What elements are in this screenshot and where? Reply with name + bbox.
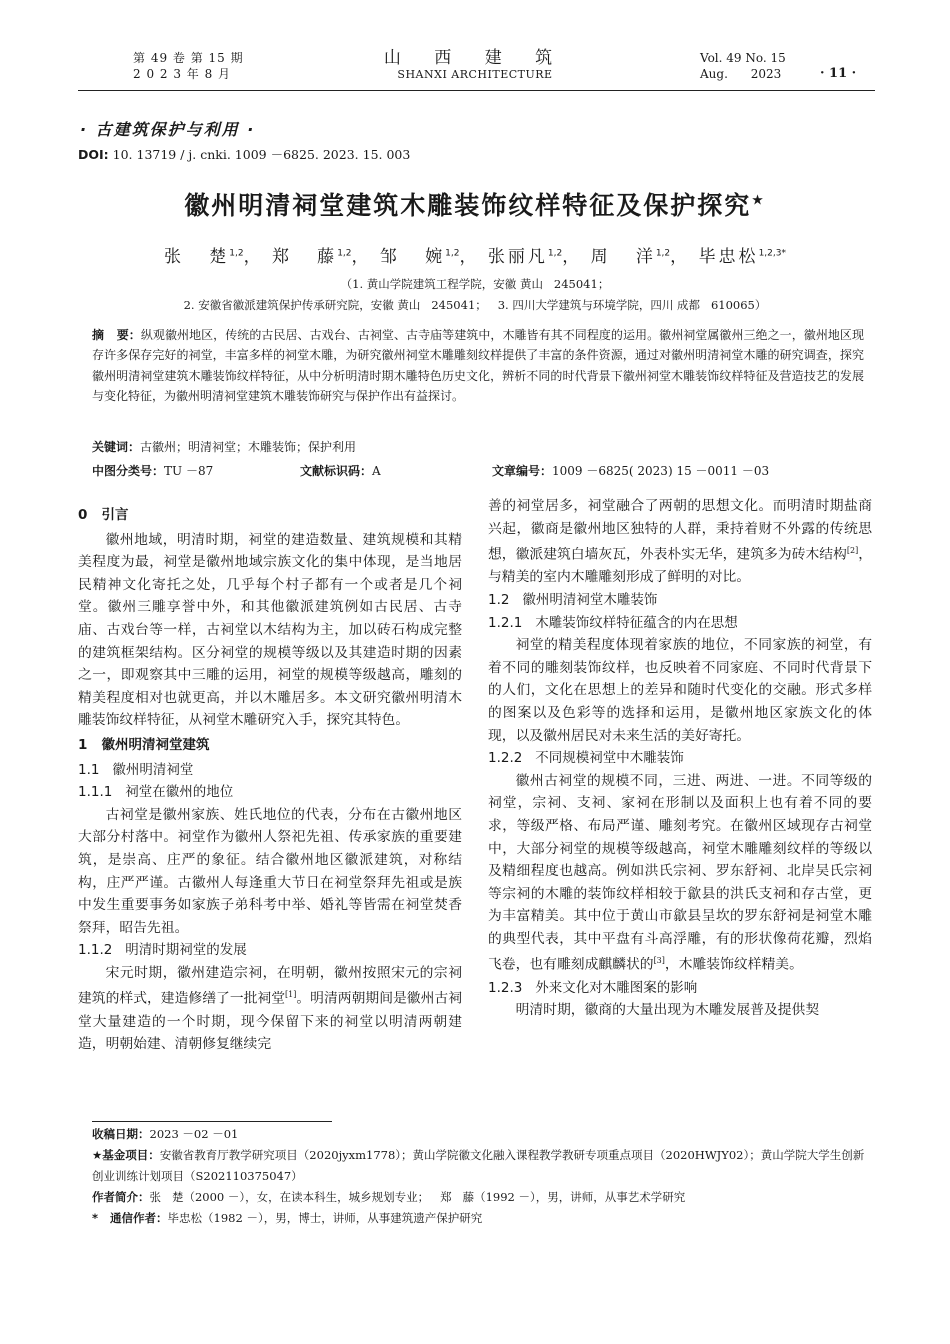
author-affiliation: 1,2	[655, 248, 671, 259]
doi-value: 10. 13719 / j. cnki. 1009 －6825. 2023. 15. 003	[112, 147, 411, 162]
paragraph: 明清时期，徽商的大量出现为木雕发展普及提供契	[515, 1002, 820, 1019]
paragraph-text: 徽州古祠堂的规模不同，三进、两进、一进。不同等级的祠堂，宗祠、支祠、家祠在形制以及面积上也有着不同的要求，等级严格、布局严谨、雕刻考究。在徽州区域现存古祠堂中，大部分祠堂的规模等级越高，祠堂木雕雕刻纹样的等级以及精细程度也越高。例如洪氏宗祠、罗东舒祠、北岸吴氏宗祠等宗祠的木雕的装饰纹样相较于歙县的洪氏支祠和存古堂，更为丰富精美。其中位于黄山市歙县呈坎的罗东舒祠是祠堂木雕的典型代表，其中平盘有斗高浮雕，有的形状像荷花瓣，烈焰飞卷，也有雕刻成麒麟状的	[488, 772, 872, 974]
journal-name	[0, 48, 950, 82]
doi-line	[78, 145, 410, 163]
footnote-fund	[92, 1145, 874, 1187]
fund-text: 安徽省教育厅教学研究项目（2020jyxm1778）；黄山学院徽文化融入课程教学教研专项重点项目（2020HWJY02）；黄山学院大学生创新创业训练计划项目（S202110375047）	[92, 1148, 865, 1183]
corr-text: 毕忠松（1982 －），男，博士，讲师，从事建筑遗产保护研究	[167, 1211, 483, 1225]
keywords-text: 古徽州；明清祠堂；木雕装饰；保护利用	[140, 440, 357, 454]
subsubsection-heading: 1.1.2 明清时期祠堂的发展	[78, 942, 247, 959]
doc-value: A	[372, 464, 381, 478]
column-tag: · 古建筑保护与利用 ·	[80, 120, 256, 139]
paragraph: 祠堂的精美程度体现着家族的地位，不同家族的祠堂，有着不同的雕刻装饰纹样，也反映着不同家庭、不同时代背景下的人们，文化在思想上的差异和随时代变化的交融。形式多样的图案以及色彩等的选择和运用，是徽州地区家族文化的体现，以及徽州居民对未来生活的美好寄托。	[488, 637, 872, 744]
author-name: 张丽凡	[487, 247, 548, 267]
paper-title	[0, 186, 950, 222]
author-name: 张 楚	[164, 247, 230, 267]
paragraph: 徽州地域，明清时期，祠堂的建造数量、建筑规模和其精美程度为最，祠堂是徽州地域宗族文化的集中体现，是当地居民精神文化寄托之处，几乎每个村子都有一个或者是几个祠堂。徽州三雕享誉中外，和其他徽派建筑例如古民居、古寺庙、古戏台等一样，古祠堂以木结构为主，加以砖石构成完整的建筑框架结构。区分祠堂的规模等级以及其建造时期的因素之一，即观察其中三雕的运用，祠堂的规模等级越高，雕刻的精美程度相对也就更高，并以木雕居多。本文研究徽州明清木雕装饰纹样特征，从祠堂木雕研究入手，探究其特色。	[78, 531, 462, 729]
author-affiliation: 1,2	[337, 248, 352, 259]
subsubsection-heading: 1.2.3 外来文化对木雕图案的影响	[488, 979, 698, 996]
section-heading: 0 引言	[78, 507, 129, 523]
author-sep: ，	[459, 247, 480, 267]
header-volume-en	[700, 50, 786, 82]
paragraph: 古祠堂是徽州家族、姓氏地位的代表，分布在古徽州地区大部分村落中。祠堂作为徽州人祭祀先祖、传承家族的重要建筑，是崇高、庄严的象征。结合徽州地区徽派建筑，对称结构，庄严严谨。古徽州人每逢重大节日在祠堂祭拜先祖或是族中发生重要事务如家族子弟科考中举、婚礼等皆需在祠堂焚香祭拜，昭告先祖。	[78, 806, 462, 936]
citation[interactable]: [1]	[285, 990, 297, 1000]
footnote-corresponding	[92, 1208, 874, 1229]
volume-issue-cn: 第 49 卷 第 15 期	[133, 51, 244, 65]
author-bio-label: 作者简介：	[92, 1190, 150, 1204]
author-affiliation: 1,2	[445, 248, 460, 259]
clc-code	[92, 462, 213, 479]
paragraph-text: 。明清两朝期间是徽州古祠堂大量建造的一个时期，现今保留下来的祠堂以明清两朝建造，明朝始建、清朝修复继续完	[78, 991, 462, 1053]
author-affiliation: 1,2	[229, 248, 244, 259]
doi-label: DOI:	[78, 147, 109, 162]
author-sep: ，	[243, 247, 264, 267]
header-rule	[78, 90, 875, 91]
abstract-text: 纵观徽州地区，传统的古民居、古戏台、古祠堂、古寺庙等建筑中，木雕皆有其不同程度的运用。徽州祠堂属徽州三绝之一，徽州地区现存许多保存完好的祠堂，丰富多样的祠堂木雕，为研究徽州祠堂木雕雕刻纹样提供了丰富的条件资源，通过对徽州明清祠堂木雕的研究调查，探究徽州明清祠堂建筑木雕装饰纹样特征，从中分析明清时期木雕特色历史文化，辨析不同的时代背景下徽州祠堂木雕装饰纹样特征及营造技艺的发展与变化特征，为徽州明清祠堂建筑木雕装饰研究与保护作出有益探讨。	[92, 328, 864, 403]
subsection-heading: 1.1 徽州明清祠堂	[78, 761, 194, 778]
subsubsection-heading: 1.1.1 祠堂在徽州的地位	[78, 784, 234, 801]
paragraph-text: 善的祠堂居多，祠堂融合了两朝的思想文化。而明清时期盐商兴起，徽商是徽州地区独特的人群，秉持着财不外露的传统思想，徽派建筑白墙灰瓦，外表朴实无华，建筑多为砖木结构	[488, 498, 872, 563]
subsubsection-heading: 1.2.2 不同规模祠堂中木雕装饰	[488, 750, 684, 767]
article-value: 1009 －6825( 2023) 15 －0011 －03	[552, 464, 770, 478]
author-bio-text: 张 楚（2000 －），女，在读本科生，城乡规划专业； 郑 藤（1992 －），男，讲师，从事艺术学研究	[149, 1190, 686, 1204]
author-name: 郑 藤	[271, 247, 338, 267]
citation[interactable]: [3]	[653, 956, 665, 966]
title-fund-mark: ★	[751, 192, 766, 209]
paragraph-text: 宋元时期，徽州建造宗祠，在明朝，徽州按照宋元的宗祠建筑的样式，建造修缮了一批祠堂	[78, 964, 462, 1008]
article-number	[492, 462, 769, 479]
journal-name-cn: 山 西 建 筑	[383, 48, 567, 68]
author-list	[0, 242, 950, 267]
author-sep: ，	[670, 247, 691, 267]
clc-value: TU －87	[164, 464, 214, 478]
corr-label: * 通信作者：	[92, 1211, 168, 1225]
footnote-rule	[92, 1121, 332, 1122]
keywords-label: 关键词：	[92, 440, 141, 454]
fund-label: ★基金项目：	[92, 1148, 160, 1162]
received-label: 收稿日期：	[92, 1127, 150, 1141]
abstract-label: 摘 要：	[92, 328, 141, 342]
keywords	[92, 438, 356, 455]
subsubsection-heading: 1.2.1 木雕装饰纹样特征蕴含的内在思想	[488, 614, 738, 631]
author-sep: ，	[351, 247, 372, 267]
section-heading: 1 徽州明清祠堂建筑	[78, 736, 210, 753]
article-label: 文章编号：	[492, 464, 553, 478]
author-affiliation: 1,2	[547, 248, 563, 259]
doc-code	[300, 462, 381, 479]
author-name: 周 洋	[590, 247, 656, 267]
affiliation-line-1: （1. 黄山学院建筑工程学院，安徽 黄山 245041；	[340, 277, 610, 291]
paragraph	[488, 495, 872, 589]
date-cn: 2 0 2 3 年 8 月	[133, 67, 232, 81]
right-column	[488, 495, 872, 1022]
title-text: 徽州明清祠堂建筑木雕装饰纹样特征及保护探究	[184, 191, 752, 220]
journal-name-en: SHANXI ARCHITECTURE	[397, 68, 553, 81]
footnote-received	[92, 1124, 874, 1145]
footnote-author	[92, 1187, 874, 1208]
date-en: Aug. 2023	[700, 67, 782, 81]
left-column	[78, 502, 462, 1056]
received-date: 2023 －02 －01	[149, 1127, 239, 1141]
author-affiliation: 1,2,3*	[758, 248, 786, 259]
affiliation-line-2: 2. 安徽省徽派建筑保护传承研究院，安徽 黄山 245041； 3. 四川大学建筑与环境学院，四川 成都 610065）	[183, 298, 767, 312]
paragraph	[78, 962, 462, 1056]
volume-issue-en: Vol. 49 No. 15	[700, 51, 786, 65]
subsection-heading: 1.2 徽州明清祠堂木雕装饰	[488, 591, 658, 608]
doc-label: 文献标识码：	[300, 464, 373, 478]
author-sep: ，	[562, 247, 583, 267]
paragraph	[488, 770, 872, 977]
author-name: 邹 婉	[379, 247, 446, 267]
clc-label: 中图分类号：	[92, 464, 165, 478]
abstract	[92, 325, 864, 406]
paragraph-text: ，与精美的室内木雕雕刻形成了鲜明的对比。	[488, 546, 873, 586]
page-number: · 11 ·	[820, 66, 857, 81]
citation[interactable]: [2]	[846, 546, 859, 556]
author-name: 毕忠松	[698, 247, 759, 267]
paragraph-text: ，木雕装饰纹样精美。	[664, 957, 803, 974]
